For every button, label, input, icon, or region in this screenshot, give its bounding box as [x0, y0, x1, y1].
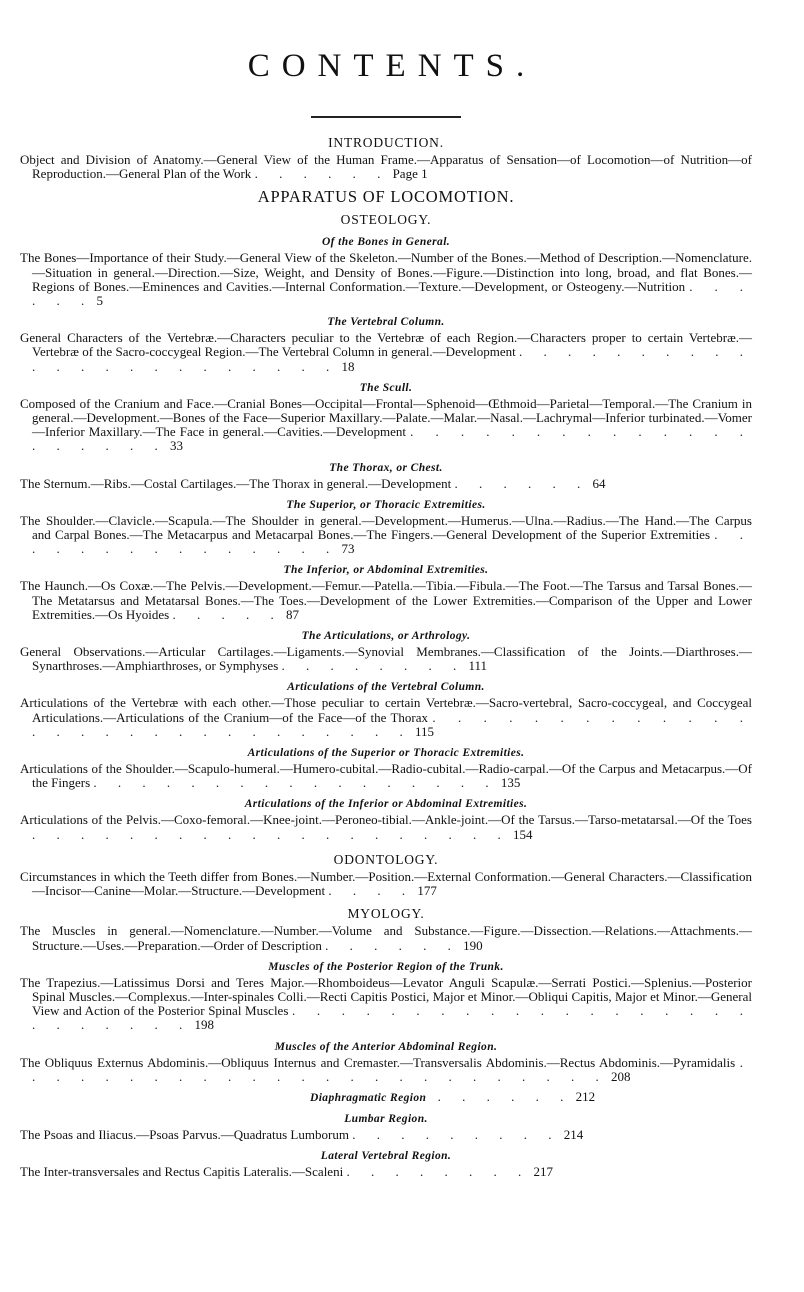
page-number: 73 — [341, 541, 355, 557]
entry-text: The Psoas and Iliacus.—Psoas Parvus.—Quadratus Lumborum — [20, 1126, 349, 1142]
section-heading: Muscles of the Anterior Abdominal Region. — [274, 1040, 498, 1053]
section-heading: Articulations of the Superior or Thoracic Extremities. — [247, 747, 525, 760]
toc-entry — [20, 870, 752, 898]
leader-dots: . . . . . . — [32, 278, 752, 309]
odontology-heading: ODONTOLOGY. — [333, 851, 439, 867]
entry-text: Articulations of the Vertebræ with each other.—Those peculiar to certain Vertebræ.—Sacro-vertebral, Sacro-coccygeal, and Coccygeal Articulations.—Articulations of the Cranium—of the Face—of the Thorax — [20, 695, 752, 725]
leader-dots: . . . . . . . . . . . . . . . . . . . . . . . . . — [32, 1054, 753, 1084]
page-number: Page 1 — [392, 166, 428, 182]
toc-entry — [20, 976, 752, 1033]
leader-dots: . . . . . . . . . . . . . . . . . — [93, 775, 498, 791]
page-number: 135 — [500, 775, 521, 791]
toc-entry — [20, 579, 752, 622]
section-heading: The Vertebral Column. — [327, 316, 445, 329]
page-number: 18 — [341, 358, 355, 374]
entry-text: The Muscles in general.—Nomenclature.—Number.—Volume and Substance.—Figure.—Dissection.—Relations.—Attachments.—Structure.—Uses.—Preparation.—Order of Description — [20, 923, 752, 953]
toc-entry — [20, 397, 752, 454]
entry-text: General Characters of the Vertebræ.—Characters peculiar to the Vertebræ of each Region.—Characters proper to certain Vertebræ.—Vertebræ of the Sacro-coccygeal Region.—The Vertebral Column in general.—Development — [20, 330, 752, 360]
leader-dots: . . . . . . . . . . . . . . . . . . . . — [32, 826, 510, 842]
leader-dots: . . . . . . — [454, 475, 590, 491]
section-heading: Articulations of the Vertebral Column. — [287, 681, 485, 694]
entry-text: Circumstances in which the Teeth differ from Bones.—Number.—Position.—External Conformation.—General Characters.—Classification—Incisor—Canine—Molar.—Structure.—Development — [20, 868, 752, 899]
page-number: 214 — [563, 1126, 584, 1142]
page-number: 208 — [611, 1068, 631, 1084]
page-number: 115 — [415, 723, 435, 739]
page-number: 87 — [285, 606, 299, 622]
toc-entry — [20, 762, 752, 790]
contents-page — [20, 0, 752, 1179]
section-heading: Lumbar Region. — [344, 1112, 428, 1125]
section-heading: Diaphragmatic Region — [310, 1091, 427, 1104]
entry-text: The Bones—Importance of their Study.—General View of the Skeleton.—Number of the Bones.—Method of Description.—Nomenclature.—Situation in general.—Direction.—Size, Weight, and Density of Bones.—Figure.—Distinction into long, broad, and flat Bones.—Regions of Bones.—Eminences and Cavities.—Internal Conformation.—Texture.—Development, or Osteogeny.—Nutrition — [20, 250, 752, 294]
leader-dots: . . . . . . . . . — [352, 1126, 561, 1142]
section-heading: Muscles of the Posterior Region of the Trunk. — [268, 960, 504, 973]
entry-text: Articulations of the Pelvis.—Coxo-femoral.—Knee-joint.—Peroneo-tibial.—Ankle-joint.—Of the Tarsus.—Tarso-metatarsal.—Of the Toes — [20, 812, 752, 828]
leader-dots: . . . . — [328, 883, 415, 899]
leader-dots: . . . . . . . . . . . . . . . . . . . . . . . — [32, 344, 753, 374]
entry-text: The Haunch.—Os Coxæ.—The Pelvis.—Development.—Femur.—Patella.—Tibia.—Fibula.—The Foot.—The Tarsus and Tarsal Bones.—The Metatarsus and Metatarsal Bones.—The Toes.—Development of the Lower Extremities.—Comparison of the Upper and Lower Extremities.—Os Hyoides — [20, 578, 752, 622]
page-number: 198 — [194, 1017, 214, 1033]
entry-text: Composed of the Cranium and Face.—Cranial Bones—Occipital—Frontal—Sphenoid—Œthmoid—Parietal—Temporal.—The Cranium in general.—Development.—Bones of the Face—Superior Maxillary.—Palate.—Malar.—Nasal.—Lachrymal—Inferior turbinated.—Vomer—Inferior Maxillary.—The Face in general.—Cavities.—Development — [20, 395, 752, 440]
toc-entry — [20, 477, 752, 491]
title-rule — [311, 116, 461, 118]
toc-entry — [20, 645, 752, 673]
toc-entry — [20, 1128, 752, 1142]
diaphragm-entry — [20, 1090, 752, 1105]
page-number: 154 — [513, 826, 533, 842]
introduction-entry — [20, 153, 752, 181]
page-number: 111 — [468, 658, 488, 674]
part-heading: APPARATUS OF LOCOMOTION. — [257, 187, 515, 207]
toc-entry — [20, 813, 752, 841]
page-number: 33 — [170, 438, 183, 454]
toc-entry — [20, 696, 752, 739]
section-heading: The Inferior, or Abdominal Extremities. — [283, 564, 489, 577]
entry-text: General Observations.—Articular Cartilages.—Ligaments.—Synovial Membranes.—Classification of the Joints.—Diarthroses.—Synarthroses.—Amphiarthroses, or Symphyses — [20, 644, 752, 674]
section-heading: Of the Bones in General. — [321, 236, 451, 249]
section-heading: The Superior, or Thoracic Extremities. — [286, 498, 486, 511]
toc-entry — [20, 1056, 752, 1084]
leader-dots: . . . . . — [172, 606, 283, 622]
leader-dots: . . . . . . . . — [346, 1164, 531, 1180]
osteology-heading: OSTEOLOGY. — [340, 212, 432, 228]
section-heading: Articulations of the Inferior or Abdominal Extremities. — [244, 798, 528, 811]
myology-heading: MYOLOGY. — [347, 906, 425, 922]
leader-dots: . . . . . . . . . . . . . . . . . . . . — [32, 424, 753, 454]
page-number: 217 — [533, 1164, 553, 1180]
leader-dots: . . . . . . . . . . . . . . . . . . . . . . . . . . . . . — [32, 709, 752, 739]
entry-text: The Inter-transversales and Rectus Capitis Lateralis.—Scaleni — [20, 1164, 344, 1180]
leader-dots: . . . . . . — [254, 166, 390, 182]
leader-dots: . . . . . . — [437, 1088, 573, 1104]
page-title: CONTENTS. — [247, 48, 537, 84]
section-heading: The Thorax, or Chest. — [329, 461, 443, 474]
page-number: 190 — [463, 937, 483, 953]
leader-dots: . . . . . . — [325, 937, 460, 953]
entry-text: The Sternum.—Ribs.—Costal Cartilages.—The Thorax in general.—Development — [20, 475, 452, 491]
leader-dots: . . . . . . . . . . . . . . . — [32, 527, 753, 557]
toc-entry — [20, 331, 752, 374]
section-heading: The Scull. — [359, 381, 413, 394]
page-number: 212 — [575, 1088, 596, 1104]
toc-entry — [20, 251, 752, 308]
leader-dots: . . . . . . . . — [281, 658, 466, 674]
entry-text: The Obliquus Externus Abdominis.—Obliquus Internus and Cremaster.—Transversalis Abdominis.—Rectus Abdominis.—Pyramidalis — [20, 1054, 736, 1070]
page-number: 177 — [417, 883, 437, 899]
section-heading: The Articulations, or Arthrology. — [301, 630, 471, 643]
entry-text: Articulations of the Shoulder.—Scapulo-humeral.—Humero-cubital.—Radio-cubital.—Radio-carpal.—Of the Carpus and Metacarpus.—Of the Fingers — [20, 761, 752, 791]
entry-text: Object and Division of Anatomy.—General View of the Human Frame.—Apparatus of Sensation—of Locomotion—of Nutrition—of Reproduction.—General Plan of the Work — [20, 152, 752, 182]
toc-entry — [20, 924, 752, 952]
entry-text: The Trapezius.—Latissimus Dorsi and Teres Major.—Rhomboideus—Levator Anguli Scapulæ.—Serrati Postici.—Splenius.—Posterior Spinal Muscles.—Complexus.—Inter-spinales Colli.—Recti Capitis Postici, Major et Minor.—Obliqui Capitis, Major et Minor.—General View and Action of the Posterior Spinal Muscles — [20, 974, 752, 1019]
entry-text: The Shoulder.—Clavicle.—Scapula.—The Shoulder in general.—Development.—Humerus.—Ulna.—Radius.—The Hand.—The Carpus and Carpal Bones.—The Metacarpus and Metacarpal Bones.—The Fingers.—General Development of the Superior Extremities — [20, 512, 752, 543]
page-number: 5 — [96, 293, 103, 309]
toc-entry — [20, 514, 752, 557]
leader-dots: . . . . . . . . . . . . . . . . . . . . . . . . . . — [32, 1003, 752, 1033]
introduction-heading: INTRODUCTION. — [328, 135, 444, 150]
toc-entry — [20, 1165, 752, 1179]
section-heading: Lateral Vertebral Region. — [320, 1150, 452, 1163]
page-number: 64 — [592, 475, 606, 491]
